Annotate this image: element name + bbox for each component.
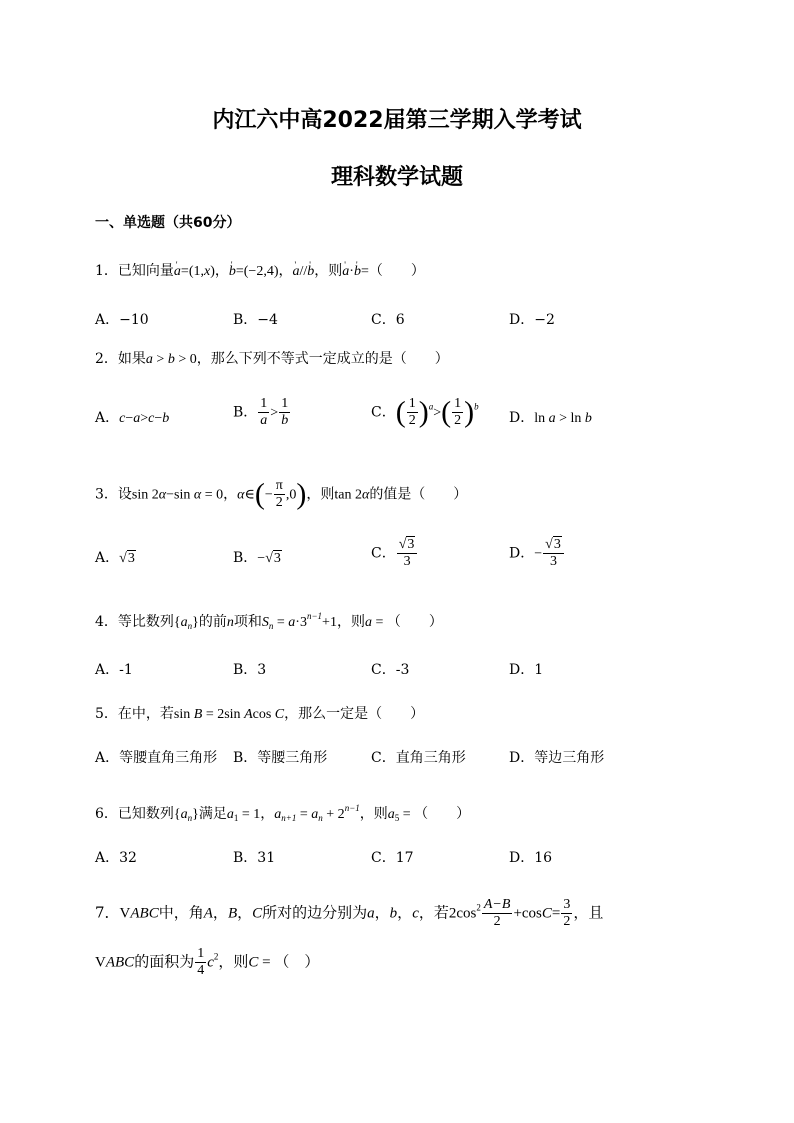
q3-option-d: D．− $\frac{√3}{3}$ [509, 537, 565, 570]
question-number: 5． [95, 706, 118, 722]
q6-option-a: A．32 [95, 850, 137, 866]
q4-option-d: D．1 [509, 662, 544, 678]
question-number: 3． [95, 486, 118, 503]
question-text: 中，角 [158, 903, 204, 922]
q6-option-d: D．16 [509, 850, 553, 866]
q5-option-d: D．等边三角形 [509, 750, 605, 766]
q2-option-c: C．( $\frac{1}{2}$ )$^a$>( $\frac{1}{2}$ )$^b$ [371, 395, 479, 429]
option-label: D． [509, 545, 535, 562]
question-text: ， [260, 806, 275, 822]
q3-option-b: B．−√3 [233, 550, 281, 566]
question-text: ，则 [359, 806, 388, 822]
q3-option-c: C． $\frac{√3}{3}$ [371, 537, 418, 570]
option-label: C． [371, 545, 396, 562]
option-label: B． [233, 550, 258, 566]
q4-option-b: B．3 [233, 662, 267, 678]
question-text: 设 [117, 486, 132, 503]
q2-option-d: D．ln a > ln b [509, 410, 592, 426]
exam-subtitle: 理科数学试题 [330, 165, 463, 190]
question-text: ，那么一定是（ ） [284, 706, 425, 722]
question-text: 的前 [198, 614, 227, 630]
question-text: ，那么下列不等式一定成立的是（ ） [196, 351, 449, 367]
question-7: 7．VABC中，角A，B，C所对的边分别为a，b，c，若$2\cos^2$ $\frac{A-B}{2}$ +cosC= $\frac{3}{2}$ ，且 [95, 897, 604, 929]
question-1: 1．已知向量' a=(1,x)，' b=(−2,4)，' a//' b，则' a·' b=（ ） [95, 261, 425, 282]
question-number: 7． [95, 903, 120, 922]
question-text: 已知向量 [117, 263, 174, 279]
question-text: 的面积为 [134, 952, 195, 971]
question-3: 3．设sin 2α−sin α = 0，α∈(− $\frac{\pi}{2}$ ,0)，则tan 2α的值是（ ） [95, 477, 468, 511]
q1-option-c: C．6 [371, 312, 405, 328]
question-text: 的值是（ ） [369, 486, 468, 503]
q5-option-a: A．等腰直角三角形 [95, 750, 218, 766]
answer-blank: （ ） [386, 614, 443, 630]
question-text: ，则 [336, 614, 365, 630]
question-text: 如果 [117, 351, 146, 367]
q6-option-c: C．17 [371, 850, 414, 866]
answer-blank: （ ） [414, 806, 471, 822]
question-2: 2．如果a > b > 0，那么下列不等式一定成立的是（ ） [95, 351, 449, 367]
question-number: 4． [95, 614, 118, 630]
option-label: B． [233, 404, 258, 421]
question-text: 已知数列 [117, 806, 174, 822]
q5-option-c: C．直角三角形 [371, 750, 466, 766]
option-label: A． [95, 410, 120, 426]
exam-title: 内江六中高2022届第三学期入学考试 [212, 108, 582, 133]
question-text: ，且 [573, 903, 604, 922]
q5-option-b: B．等腰三角形 [233, 750, 328, 766]
question-text: ，若 [418, 903, 449, 922]
question-number: 1． [95, 263, 118, 279]
question-number: 2． [95, 351, 118, 367]
q6-option-b: B．31 [233, 850, 276, 866]
q4-option-a: A．-1 [95, 662, 133, 678]
question-number: 6． [95, 806, 118, 822]
q4-option-c: C．-3 [371, 662, 410, 678]
option-label: A． [95, 550, 120, 566]
question-4: 4．等比数列$\{a_n\}$的前n项和$S_n = a\cdot 3^{n-1}+1$，则a = （ ） [95, 611, 443, 631]
answer-blank: （ ） [274, 952, 320, 971]
question-text: ，则 [218, 952, 249, 971]
answer-blank: （ ） [368, 263, 425, 279]
question-text: 所对的边分别为 [262, 903, 368, 922]
question-text: 项和 [233, 614, 262, 630]
question-text: 在中，若 [117, 706, 174, 722]
q1-option-a: A．−10 [95, 312, 149, 328]
q3-option-a: A．√3 [95, 550, 135, 566]
question-7-line2: VABC的面积为 $\frac{1}{4}$ $c^2$，则C = （ ） [95, 946, 320, 978]
option-label: D． [509, 410, 535, 426]
q2-option-a: A．c−a>c−b [95, 410, 170, 426]
option-label: C． [371, 404, 396, 421]
question-6: 6．已知数列$\{a_n\}$满足$a_1 = 1$，$a_{n+1} = a_n + 2^{n-1}$，则$a_5$ = （ ） [95, 803, 471, 823]
q1-option-d: D．−2 [509, 312, 555, 328]
q2-option-b: B． $\frac{1}{a}$ > $\frac{1}{b}$ [233, 396, 289, 428]
question-text: 满足 [198, 806, 227, 822]
q1-option-b: B．−4 [233, 312, 278, 328]
question-text: ，则 [314, 263, 343, 279]
question-text: ，则 [306, 486, 335, 503]
question-5: 5．在中，若sin B = 2sin Acos C，那么一定是（ ） [95, 706, 425, 722]
question-text: 等比数列 [117, 614, 174, 630]
section-heading: 一、单选题（共60分） [95, 215, 241, 231]
